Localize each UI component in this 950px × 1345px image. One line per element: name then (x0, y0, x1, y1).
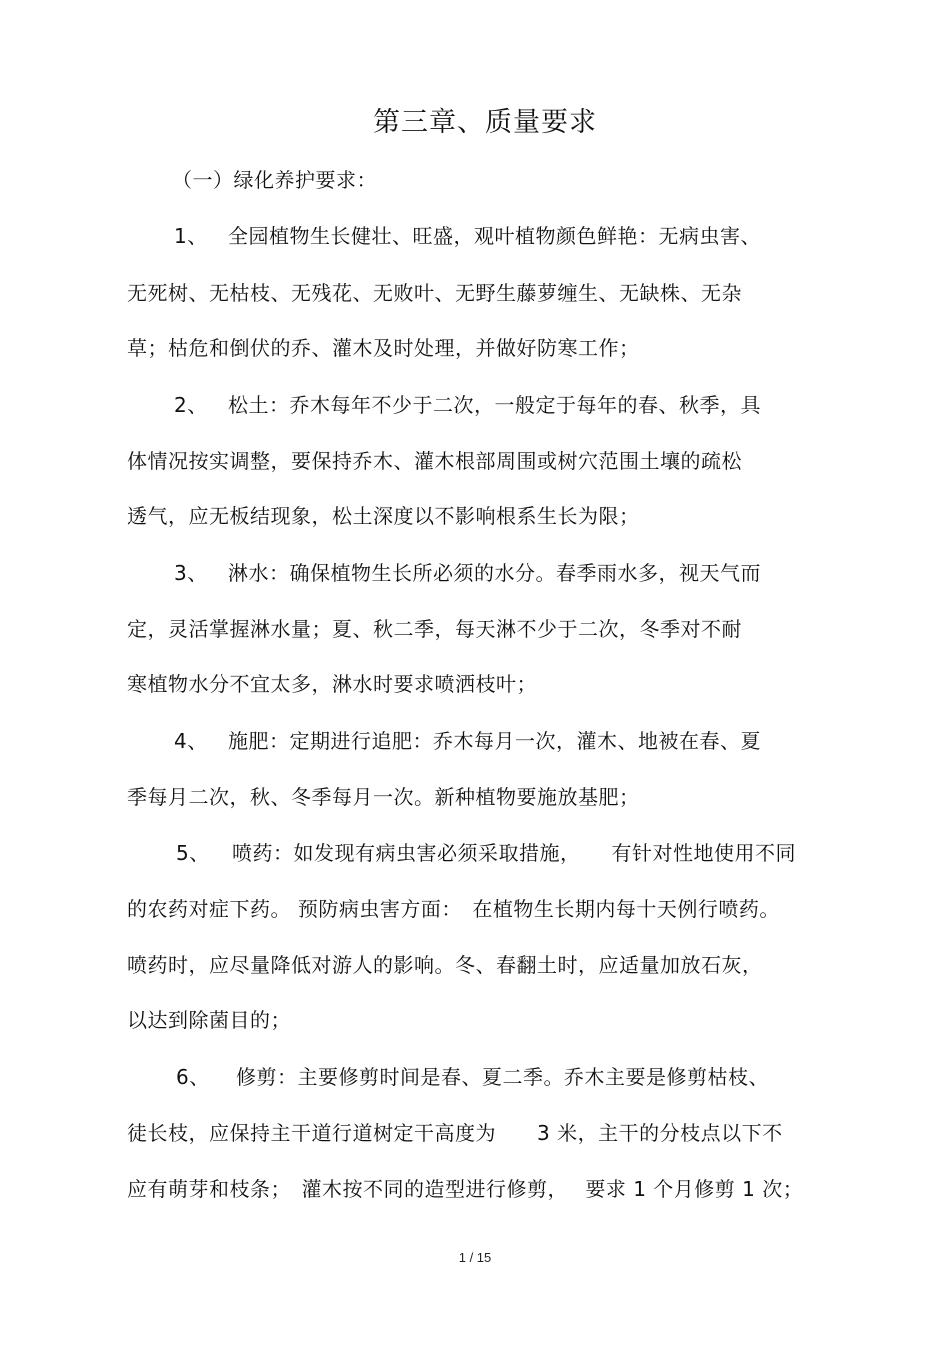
item-5-line-1: 喷药：如发现有病虫害必须采取措施， 有针对性地使用不同 (232, 841, 796, 865)
item-4-line-1: 施肥：定期进行追肥：乔木每月一次，灌木、地被在春、夏 (228, 729, 761, 753)
item-4-number: 4、 (174, 729, 208, 753)
item-5-line-2: 的农药对症下药。 预防病虫害方面： 在植物生长期内每十天例行喷药。 (127, 897, 780, 921)
item-5-line-4: 以达到除菌目的； (127, 1008, 291, 1032)
item-2-line-1: 松土：乔木每年不少于二次，一般定于每年的春、秋季，具 (228, 393, 761, 417)
item-3-line-3: 寒植物水分不宜太多，淋水时要求喷洒枝叶； (127, 672, 537, 696)
item-1-number: 1、 (174, 224, 208, 248)
item-6-number: 6、 (176, 1065, 210, 1089)
chapter-title: 第三章、质量要求 (373, 107, 597, 138)
item-1-line-3: 草；枯危和倒伏的乔、灌木及时处理，并做好防寒工作； (127, 336, 640, 360)
item-3-line-1: 淋水：确保植物生长所必须的水分。春季雨水多，视天气而 (228, 561, 761, 585)
item-2-number: 2、 (174, 393, 208, 417)
item-5-line-3: 喷药时，应尽量降低对游人的影响。冬、春翻土时，应适量加放石灰， (127, 953, 763, 977)
section-heading: （一）绿化养护要求： (172, 168, 377, 192)
item-6-line-1: 修剪：主要修剪时间是春、夏二季。乔木主要是修剪枯枝、 (236, 1065, 769, 1089)
item-2-line-3: 透气，应无板结现象，松土深度以不影响根系生长为限； (127, 504, 640, 528)
item-1-line-2: 无死树、无枯枝、无残花、无败叶、无野生藤萝缠生、无缺株、无杂 (127, 281, 742, 305)
item-1-line-1: 全园植物生长健壮、旺盛，观叶植物颜色鲜艳：无病虫害、 (228, 224, 761, 248)
item-3-line-2: 定，灵活掌握淋水量；夏、秋二季，每天淋不少于二次，冬季对不耐 (127, 617, 742, 641)
item-2-line-2: 体情况按实调整，要保持乔木、灌木根部周围或树穴范围土壤的疏松 (127, 449, 742, 473)
page-number: 1 / 15 (458, 1250, 492, 1265)
item-6-line-2: 徒长枝，应保持主干道行道树定干高度为 3 米，主干的分枝点以下不 (127, 1121, 783, 1145)
item-3-number: 3、 (174, 561, 208, 585)
item-4-line-2: 季每月二次，秋、冬季每月一次。新种植物要施放基肥； (127, 785, 640, 809)
item-5-number: 5、 (176, 841, 210, 865)
item-6-line-3: 应有萌芽和枝条； 灌木按不同的造型进行修剪， 要求 1 个月修剪 1 次； (127, 1177, 804, 1201)
